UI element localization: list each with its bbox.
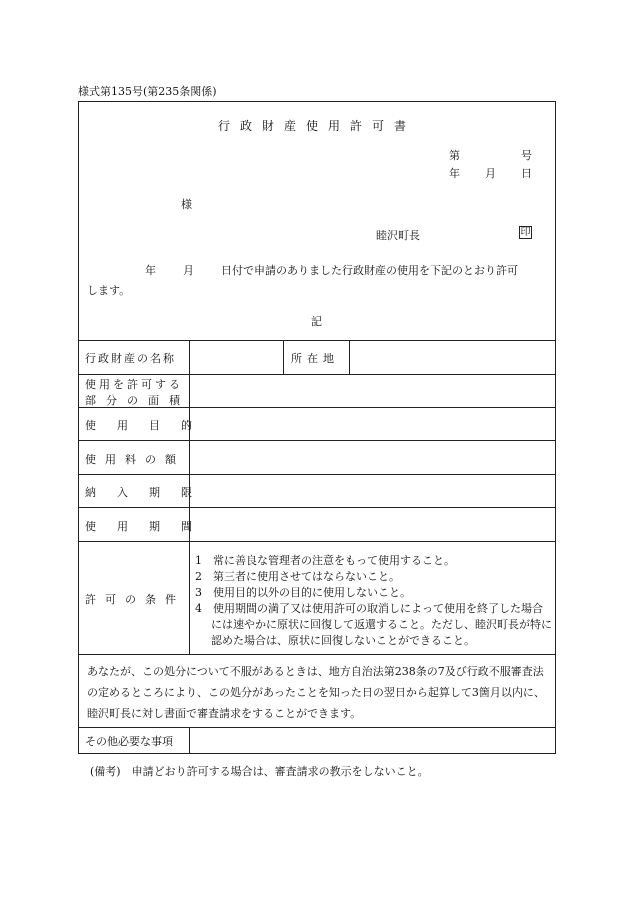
date-month: 月 xyxy=(485,167,496,180)
number-suffix: 号 xyxy=(521,149,532,162)
condition-item: 1 常に善良な管理者の注意をもって使用すること。 xyxy=(195,554,455,567)
label-location: 所在地 xyxy=(291,352,339,365)
body-text-line2: します。 xyxy=(87,284,131,297)
addressee-suffix: 様 xyxy=(181,198,192,211)
label-deadline: 納入期限 xyxy=(85,486,213,499)
form-number-label: 様式第135号(第235条関係) xyxy=(78,85,217,98)
body-date-month: 月 xyxy=(183,264,194,277)
label-conditions: 許可の条件 xyxy=(85,593,185,606)
body-date-year: 年 xyxy=(145,264,156,277)
ki-heading: 記 xyxy=(311,315,322,328)
date-day: 日 xyxy=(521,167,532,180)
condition-item: 3 使用目的以外の目的に使用しないこと。 xyxy=(195,586,411,599)
body-text-line1: 日付で申請のありました行政財産の使用を下記のとおり許可 xyxy=(221,264,518,277)
seal-stamp: 印 xyxy=(520,227,531,238)
label-fee: 使用料の額 xyxy=(85,453,185,466)
date-year: 年 xyxy=(449,167,460,180)
appeal-notice: あなたが、この処分について不服があるときは、地方自治法第238条の7及び行政不服審査法の定めるところにより、この処分があったことを知った日の翌日から起算して3箇月以内に、睦沢町長に対し書面で審査請求をすることができます。 xyxy=(87,665,545,720)
permit-form xyxy=(78,101,556,754)
condition-item: 4 使用期間の満了又は使用許可の取消しによって使用を終了した場合には速やかに原状に回復して返還すること。ただし、睦沢町長が特に認めた場合は、原状に回復しないことができること。 xyxy=(195,602,552,647)
remark-note: (備考) 申請どおり許可する場合は、審査請求の教示をしないこと。 xyxy=(90,765,429,778)
conditions-list xyxy=(195,553,553,649)
label-area-line1: 使用を許可する xyxy=(85,378,183,391)
number-prefix: 第 xyxy=(449,149,460,162)
label-period: 使用期間 xyxy=(85,520,213,533)
label-property-name: 行政財産の名称 xyxy=(85,352,176,365)
issuer-name: 睦沢町長 xyxy=(376,229,420,242)
label-area-line2: 部分の面積 xyxy=(85,394,190,407)
label-purpose: 使用目的 xyxy=(85,419,213,432)
condition-item: 2 第三者に使用させてはならないこと。 xyxy=(195,570,400,583)
label-other: その他必要な事項 xyxy=(85,735,173,748)
document-title: 行政財産使用許可書 xyxy=(217,119,416,133)
